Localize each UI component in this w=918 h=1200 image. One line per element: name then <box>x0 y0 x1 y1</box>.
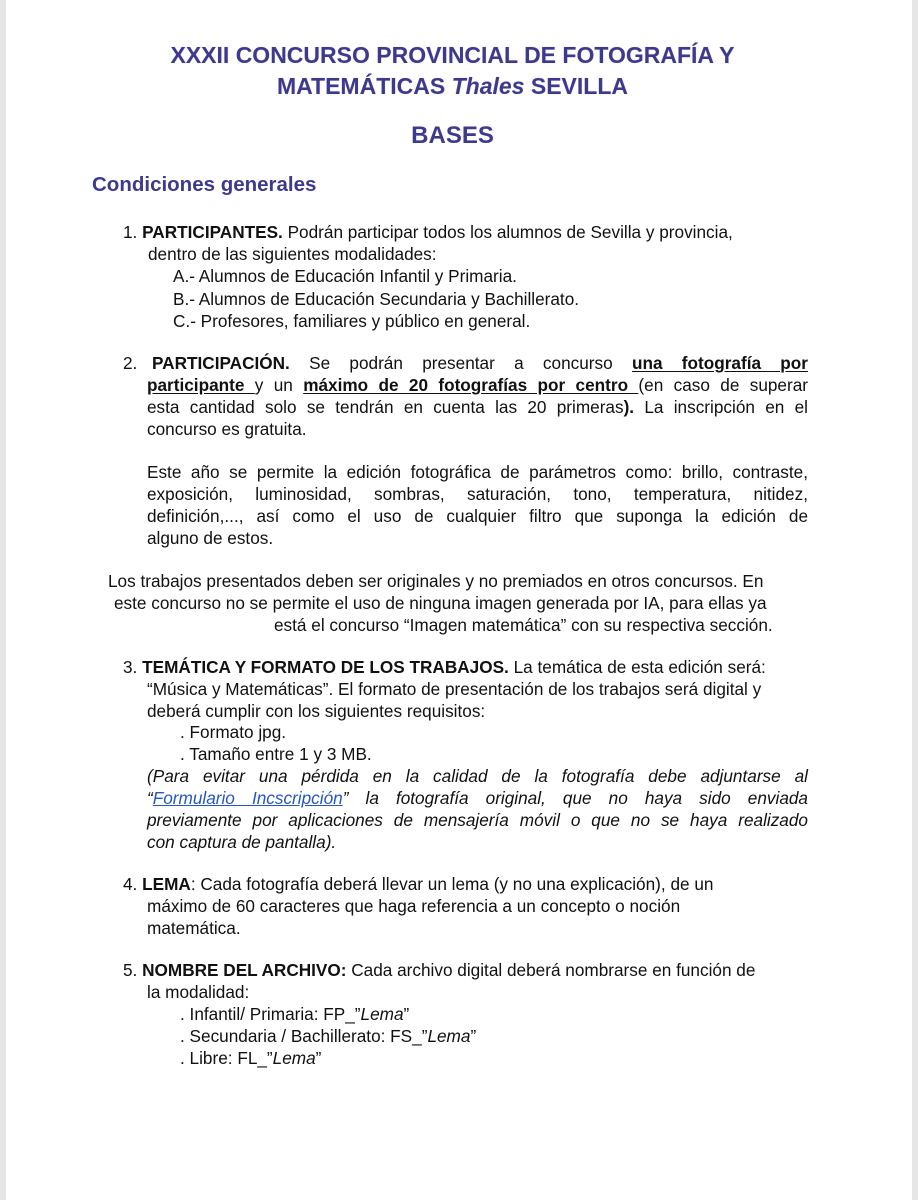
document-title-line1: XXXII CONCURSO PROVINCIAL DE FOTOGRAFÍA Y <box>170 42 735 68</box>
item-number: 5. <box>123 960 138 980</box>
item2-line2 <box>147 374 808 396</box>
item-number: 3. <box>123 657 138 677</box>
editing-line2: exposición, luminosidad, sombras, saturación, tono, temperatura, nitidez, <box>147 484 808 504</box>
item2-line3 <box>147 396 808 418</box>
filename-infantil <box>180 1003 409 1025</box>
item1-line1 <box>123 221 733 243</box>
item3-line1 <box>123 656 766 678</box>
filename-text: . Infantil/ Primaria: FP_” <box>180 1004 361 1024</box>
item3-line3: deberá cumplir con los siguientes requisitos: <box>147 701 486 721</box>
item2-text: esta cantidad solo se tendrán en cuenta las 20 primeras <box>147 397 624 417</box>
item5-line2: la modalidad: <box>147 982 250 1002</box>
item2-text: ). <box>623 397 635 417</box>
filename-lema: Lema <box>272 1048 316 1068</box>
item2-text: (en caso de superar <box>638 375 808 395</box>
item3-label: TEMÁTICA Y FORMATO DE LOS TRABAJOS. <box>142 657 509 677</box>
note-text: ” la fotografía original, que no haya sido enviada <box>342 788 808 808</box>
item2-text: y un <box>254 375 293 395</box>
filename-lema: Lema <box>360 1004 404 1024</box>
originality-line3: está el concurso “Imagen matemática” con su respectiva sección. <box>274 615 773 635</box>
item2-line4: concurso es gratuita. <box>147 419 307 439</box>
item2-number: 2. <box>123 353 138 373</box>
originality-line1: Los trabajos presentados deben ser originales y no premiados en otros concursos. En <box>108 571 764 591</box>
filename-text: . Libre: FL_” <box>180 1048 273 1068</box>
note-line2 <box>147 787 808 809</box>
item3-line2: “Música y Matemáticas”. El formato de presentación de los trabajos será digital y <box>147 679 762 699</box>
section-title: Condiciones generales <box>92 173 317 196</box>
title-text: MATEMÁTICAS <box>276 73 452 99</box>
filename-text: ” <box>315 1048 322 1068</box>
item5-line1 <box>123 959 755 981</box>
item2-highlight: participante <box>147 375 255 395</box>
requirement-size: . Tamaño entre 1 y 3 MB. <box>180 744 372 764</box>
document-page <box>6 0 912 1200</box>
item5-label: NOMBRE DEL ARCHIVO: <box>142 960 347 980</box>
filename-text: ” <box>470 1026 477 1046</box>
originality-line2: este concurso no se permite el uso de ninguna imagen generada por IA, para ellas ya <box>114 593 767 613</box>
note-line3: previamente por aplicaciones de mensajería móvil o que no se haya realizado <box>147 810 808 830</box>
bases-heading: BASES <box>411 122 494 149</box>
filename-libre <box>180 1047 321 1069</box>
filename-lema: Lema <box>427 1026 471 1046</box>
item1-text: Podrán participar todos los alumnos de Sevilla y provincia, <box>282 222 733 242</box>
item-number: 4. <box>123 874 138 894</box>
editing-line1: Este año se permite la edición fotográfica de parámetros como: brillo, contraste, <box>147 462 808 482</box>
option-a: A.- Alumnos de Educación Infantil y Primaria. <box>173 266 517 286</box>
item2-text: Se podrán presentar a concurso <box>309 353 613 373</box>
item2-highlight: máximo de 20 fotografías por centro <box>303 375 639 395</box>
requirement-format: . Formato jpg. <box>180 722 287 742</box>
item1-line2: dentro de las siguientes modalidades: <box>148 244 437 264</box>
item4-line2: máximo de 60 caracteres que haga referencia a un concepto o noción <box>147 896 681 916</box>
item2-line1 <box>152 352 808 374</box>
note-line1: (Para evitar una pérdida en la calidad de la fotografía debe adjuntarse al <box>147 766 808 786</box>
title-thales: Thales <box>451 73 525 99</box>
document-title-line2 <box>6 71 899 101</box>
item2-text: La inscripción en el <box>634 397 808 417</box>
note-line4: con captura de pantalla). <box>147 832 337 852</box>
note-text: “ <box>147 788 153 808</box>
item4-line3: matemática. <box>147 918 241 938</box>
item3-text: La temática de esta edición será: <box>508 657 766 677</box>
item-number: 1. <box>123 222 138 242</box>
editing-line3: definición,..., así como el uso de cualquier filtro que suponga la edición de <box>147 506 808 526</box>
registration-form-link[interactable]: Formulario Incscripción <box>152 788 343 808</box>
option-c: C.- Profesores, familiares y público en general. <box>173 311 531 331</box>
item4-text: : Cada fotografía deberá llevar un lema (y no una explicación), de un <box>190 874 714 894</box>
item4-label: LEMA <box>142 874 191 894</box>
item4-line1 <box>123 873 713 895</box>
editing-line4: alguno de estos. <box>147 528 274 548</box>
item2-highlight: una fotografía por <box>631 353 808 373</box>
title-text: SEVILLA <box>524 73 628 99</box>
filename-text: . Secundaria / Bachillerato: FS_” <box>180 1026 428 1046</box>
item5-text: Cada archivo digital deberá nombrarse en función de <box>346 960 756 980</box>
filename-secundaria <box>180 1025 476 1047</box>
filename-text: ” <box>403 1004 410 1024</box>
item2-label: PARTICIPACIÓN. <box>152 353 290 373</box>
option-b: B.- Alumnos de Educación Secundaria y Bachillerato. <box>173 289 580 309</box>
item1-label: PARTICIPANTES. <box>142 222 283 242</box>
